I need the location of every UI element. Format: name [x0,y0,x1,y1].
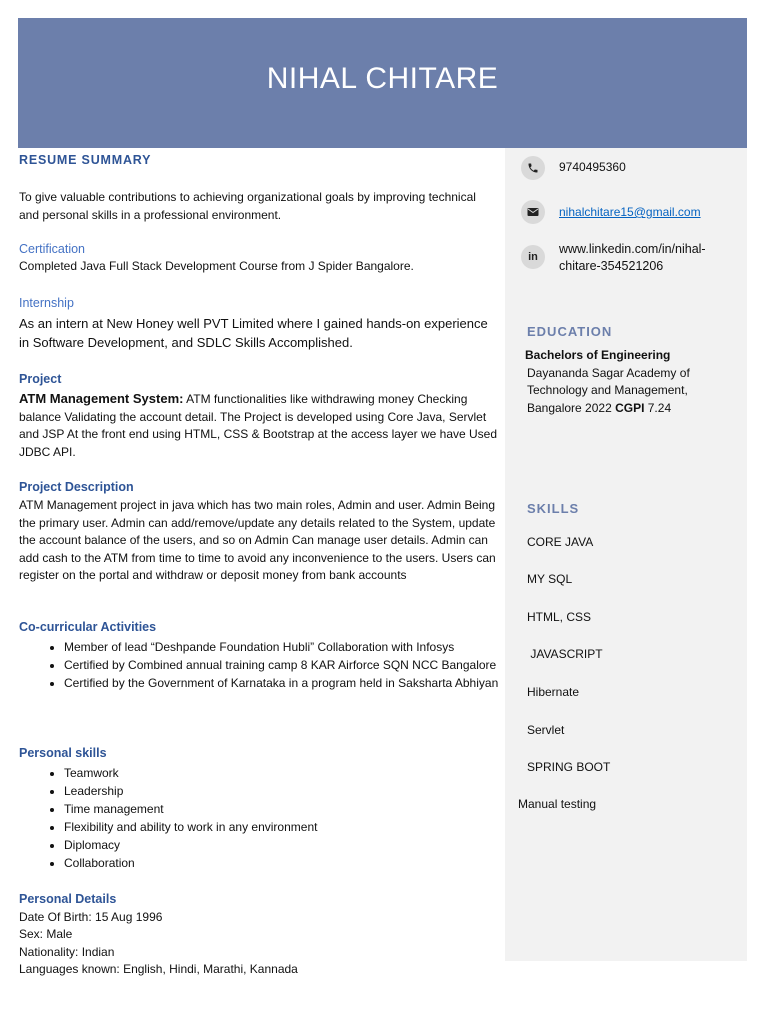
summary-title: RESUME SUMMARY [19,153,152,167]
project-description-text: ATM Management project in java which has two main roles, Admin and user. Admin Being the primary user. Admin can add/remove/update any details related to the System, update the account balance of the users, and so on Admin Can manage user details. Admin can add cash to the ATM from time to time to avoid any inconvenience to the users. Users can register on the portal and withdraw or deposit money from bank accounts [19,498,496,582]
nationality: Nationality: Indian [19,945,115,959]
languages: Languages known: English, Hindi, Marathi, Kannada [19,962,298,976]
institute: Dayananda Sagar Academy of Technology and Management, Bangalore 2022 [527,365,690,415]
education-title: EDUCATION [527,324,613,339]
list-item: • Time management [64,800,534,818]
internship-text: As an intern at New Honey well PVT Limited where I gained hands-on experience in Software Development, and SDLC Skills Accomplished. [19,316,488,350]
degree: Bachelors of Engineering [525,348,671,362]
list-item: • Flexibility and ability to work in any environment [64,818,534,836]
skill-item: Servlet [527,723,565,737]
candidate-name: NIHAL CHITARE [266,62,499,95]
cgpi-value: 7.24 [644,400,672,415]
skill-item: CORE JAVA [527,535,594,549]
education-block [527,347,737,417]
skill-item: Hibernate [527,685,580,699]
cgpi-label: CGPI [615,400,645,415]
skill-item: Manual testing [518,797,597,811]
cocurricular-title: Co-curricular Activities [19,620,157,634]
skills-title: SKILLS [527,501,580,516]
cocurricular-list [19,638,534,692]
list-item: • Member of lead “Deshpande Foundation Hubli” Collaboration with Infosys [64,638,534,656]
dob: Date Of Birth: 15 Aug 1996 [19,910,163,924]
linkedin-icon: in [521,245,545,269]
skill-item: SPRING BOOT [527,760,611,774]
phone-icon [521,156,545,180]
list-item: • Leadership [64,782,534,800]
list-item: • Teamwork [64,764,534,782]
personal-skills-list [19,764,534,872]
personal-details-title: Personal Details [19,892,117,906]
email-link[interactable]: nihalchitare15@gmail.com [559,205,701,219]
project-description-title: Project Description [19,480,134,494]
institute-line [527,365,737,418]
project-text: ATM functionalities like withdrawing money Checking balance Validating the account detail. The Project is developed using Core Java, Servlet and JSP At the front end using HTML, CSS & Bootstrap at the access layer we have Used JDBC API. [19,392,498,459]
list-item: • Collaboration [64,854,534,872]
list-item: • Certified by Combined annual training camp 8 KAR Airforce SQN NCC Bangalore [64,656,534,674]
internship-title: Internship [19,296,74,310]
phone-number: 9740495360 [559,160,626,174]
email-link-wrap [559,204,739,221]
email-icon [521,200,545,224]
summary-text: To give valuable contributions to achieving organizational goals by improving technical and personal skills in a professional environment. [19,190,476,222]
project-block [19,390,499,461]
project-title: Project [19,372,62,386]
list-item: • Certified by the Government of Karnataka in a program held in Saksharta Abhiyan [64,674,534,692]
certification-text: Completed Java Full Stack Development Course from J Spider Bangalore. [19,259,414,273]
linkedin-url[interactable]: www.linkedin.com/in/nihal-chitare-354521206 [559,242,706,273]
skill-item: JAVASCRIPT [527,647,603,661]
sex: Sex: Male [19,927,73,941]
skill-item: MY SQL [527,572,573,586]
skill-item: HTML, CSS [527,610,592,624]
certification-title: Certification [19,242,85,256]
list-item: • Diplomacy [64,836,534,854]
header-banner [18,18,747,148]
personal-skills-title: Personal skills [19,746,107,760]
project-name: ATM Management System: [19,391,184,406]
